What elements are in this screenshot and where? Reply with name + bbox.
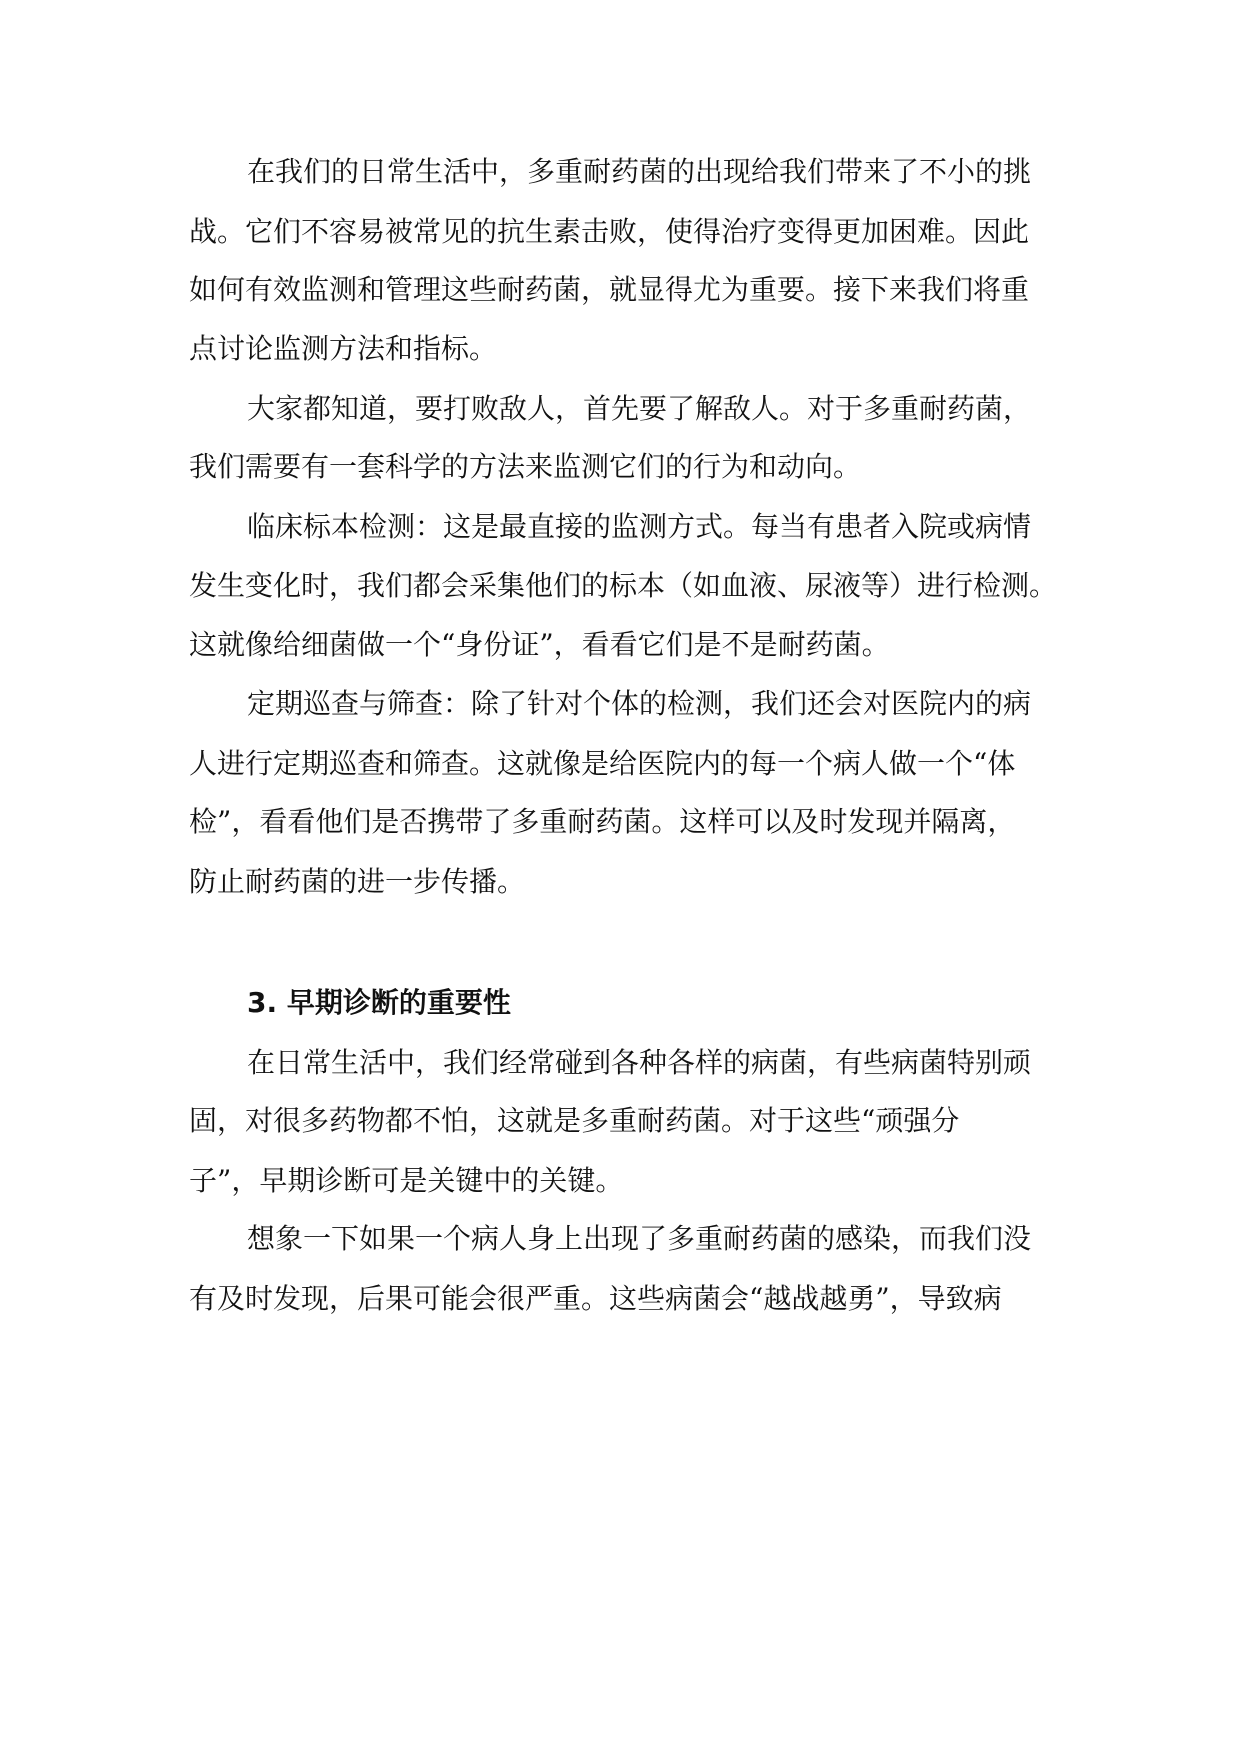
paragraph-1-line-4: 点讨论监测方法和指标。	[189, 332, 498, 365]
paragraph-5-line-2: 固，对很多药物都不怕，这就是多重耐药菌。对于这些“顽强分	[189, 1104, 960, 1137]
paragraph-2-line-1: 大家都知道，要打败敌人，首先要了解敌人。对于多重耐药菌，	[247, 392, 1032, 425]
paragraph-5-line-1: 在日常生活中，我们经常碰到各种各样的病菌，有些病菌特别顽	[247, 1046, 1032, 1079]
paragraph-1-line-3: 如何有效监测和管理这些耐药菌，就显得尤为重要。接下来我们将重	[189, 273, 1030, 306]
paragraph-4-line-1: 定期巡查与筛查：除了针对个体的检测，我们还会对医院内的病	[247, 687, 1032, 720]
paragraph-3-line-2: 发生变化时，我们都会采集他们的标本（如血液、尿液等）进行检测。	[189, 569, 1058, 602]
paragraph-4-line-4: 防止耐药菌的进一步传播。	[189, 865, 526, 898]
paragraph-2-line-2: 我们需要有一套科学的方法来监测它们的行为和动向。	[189, 450, 862, 483]
paragraph-6-line-2: 有及时发现，后果可能会很严重。这些病菌会“越战越勇”，导致病	[189, 1282, 1002, 1315]
paragraph-4-line-2: 人进行定期巡查和筛查。这就像是给医院内的每一个病人做一个“体	[189, 747, 1016, 780]
section-heading: 3. 早期诊断的重要性	[247, 986, 511, 1019]
paragraph-3-line-1: 临床标本检测：这是最直接的监测方式。每当有患者入院或病情	[247, 510, 1032, 543]
paragraph-4-line-3: 检”，看看他们是否携带了多重耐药菌。这样可以及时发现并隔离，	[189, 805, 1016, 838]
paragraph-5-line-3: 子”，早期诊断可是关键中的关键。	[189, 1164, 624, 1197]
paragraph-3-line-3: 这就像给细菌做一个“身份证”，看看它们是不是耐药菌。	[189, 628, 890, 661]
paragraph-6-line-1: 想象一下如果一个病人身上出现了多重耐药菌的感染，而我们没	[247, 1222, 1032, 1255]
paragraph-1-line-1: 在我们的日常生活中，多重耐药菌的出现给我们带来了不小的挑	[247, 155, 1032, 188]
paragraph-1-line-2: 战。它们不容易被常见的抗生素击败，使得治疗变得更加困难。因此	[189, 215, 1030, 248]
